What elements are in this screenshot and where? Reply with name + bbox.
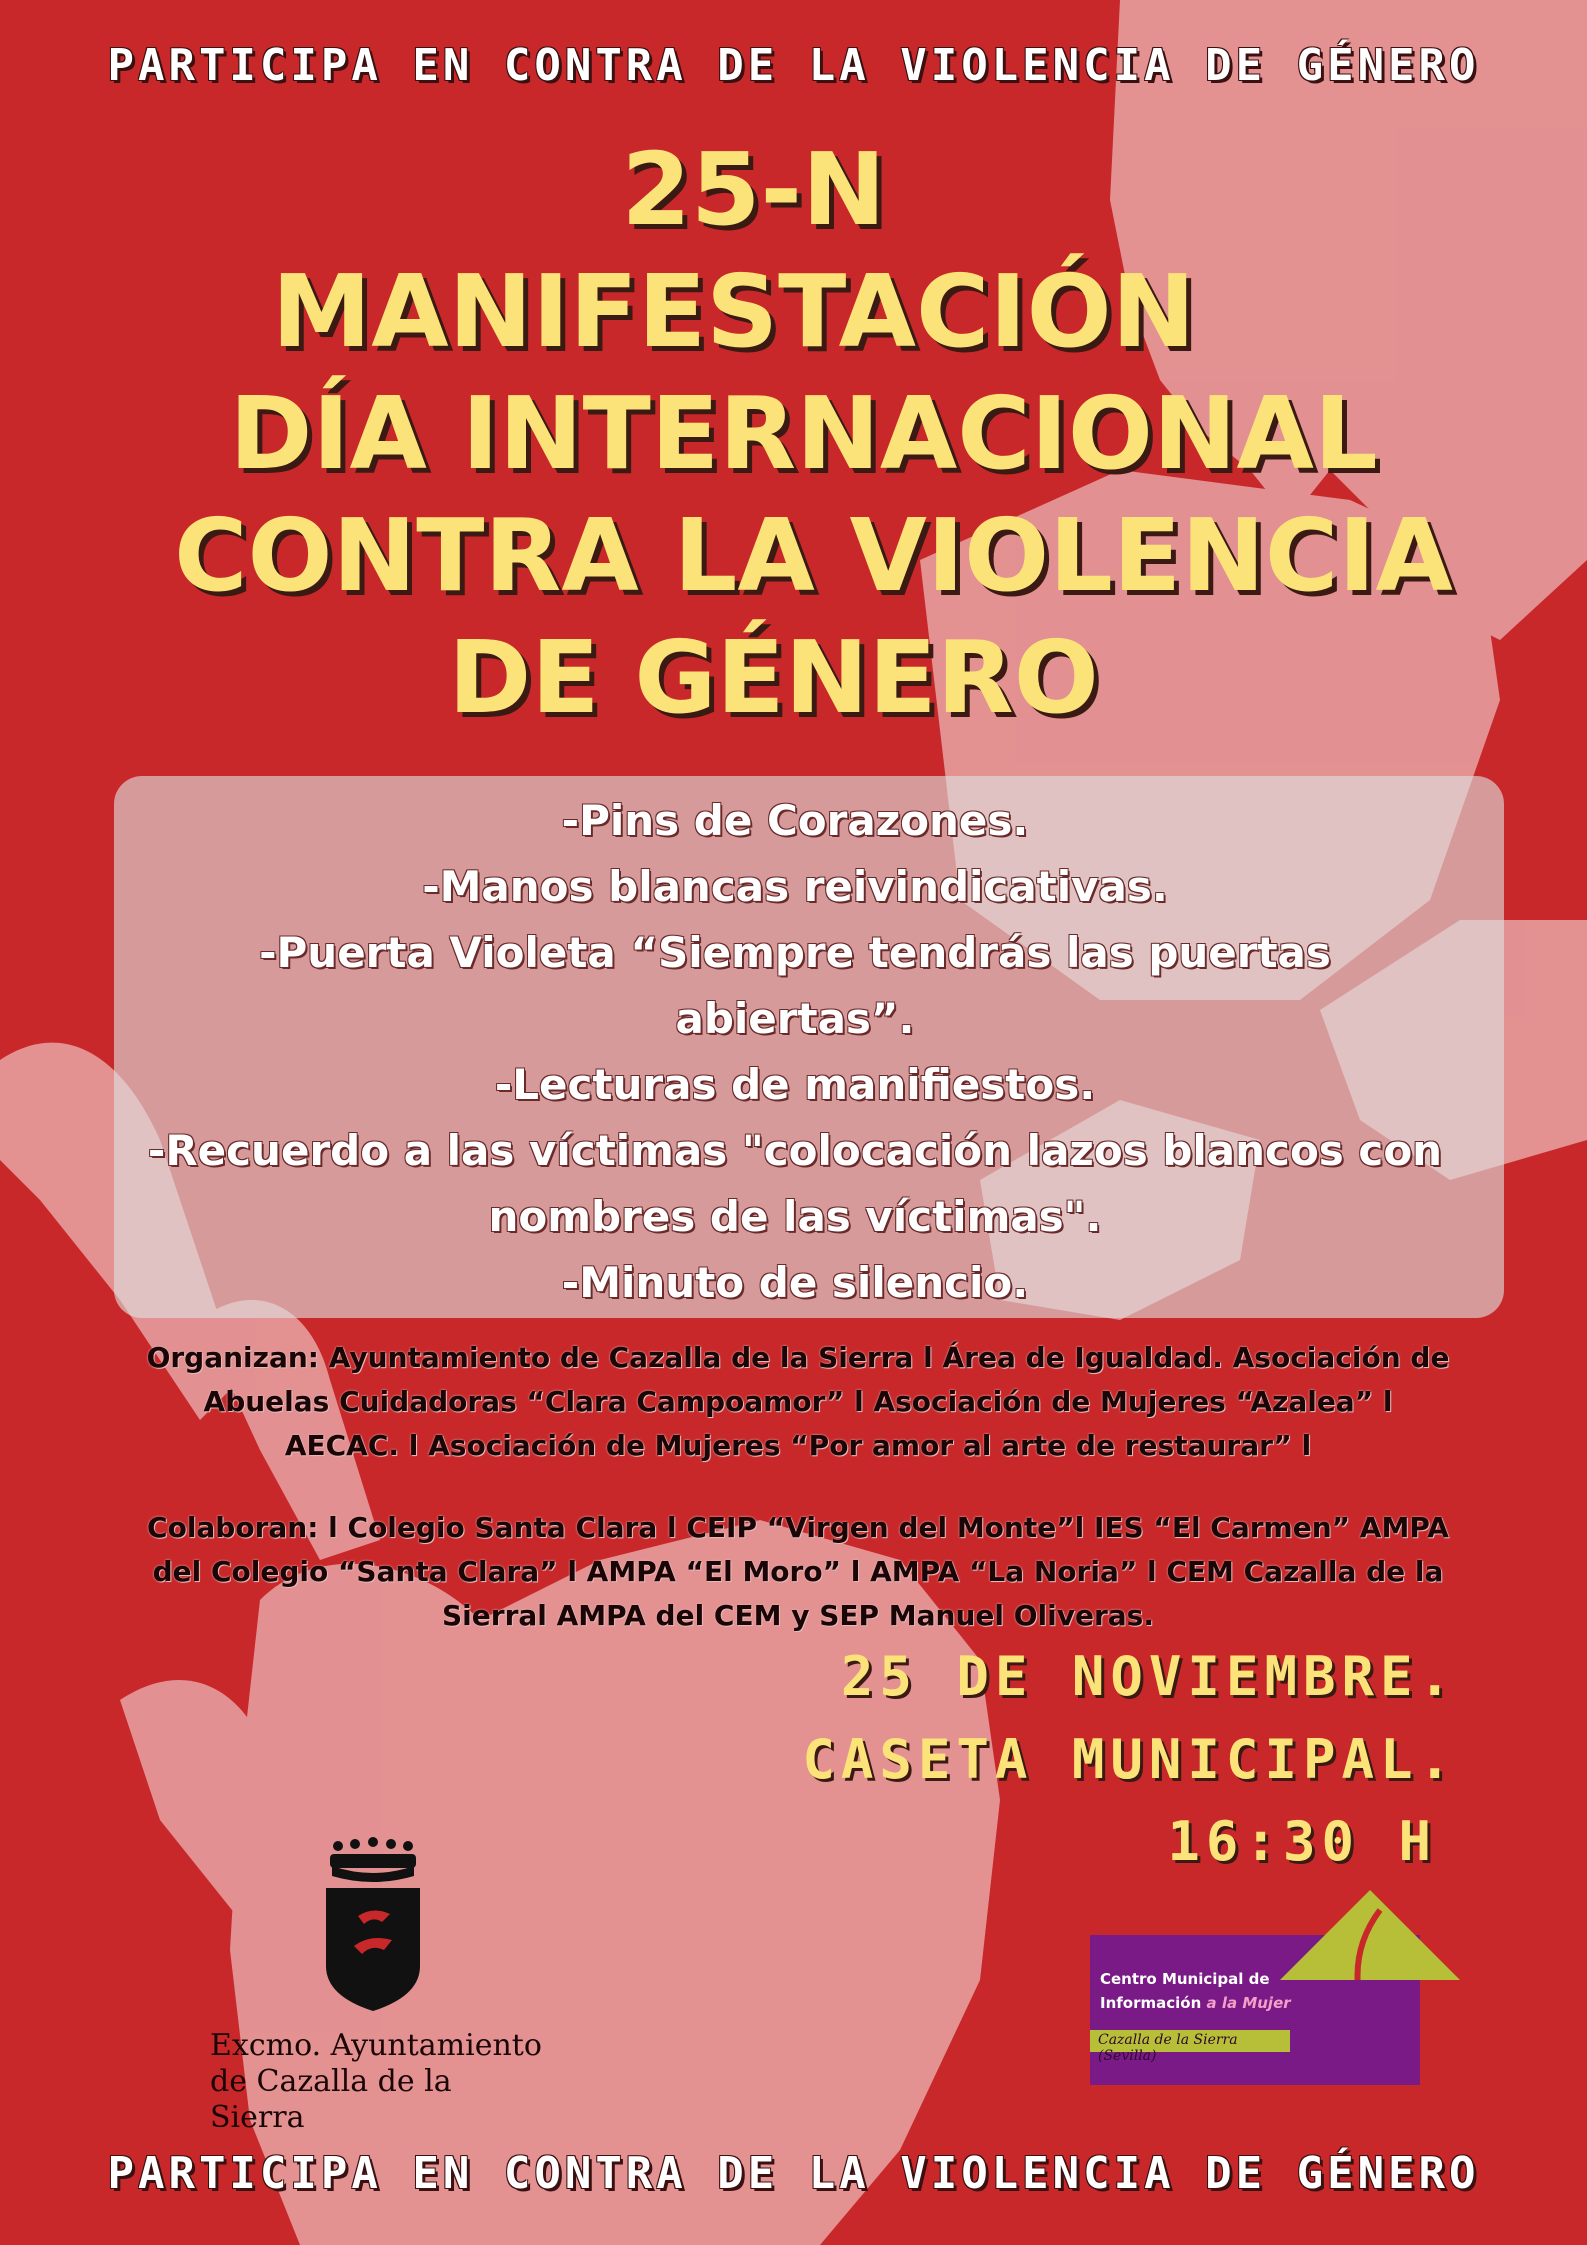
- logo-location-bar: [1090, 2030, 1290, 2064]
- activity-item: nombres de las víctimas".: [488, 1192, 1102, 1241]
- activity-item: -Manos blancas reivindicativas.: [422, 862, 1168, 911]
- women-info-center-logo: [1090, 1890, 1460, 2090]
- event-place: CASETA MUNICIPAL.: [802, 1728, 1457, 1791]
- activity-item: abiertas”.: [675, 994, 915, 1043]
- activity-item: -Pins de Corazones.: [561, 796, 1029, 845]
- headline-de-genero: DE GÉNERO: [448, 619, 1099, 736]
- top-banner: PARTICIPA EN CONTRA DE LA VIOLENCIA DE GÉNERO: [107, 40, 1480, 91]
- activity-item: -Minuto de silencio.: [561, 1258, 1029, 1307]
- headline-contra-violencia: CONTRA LA VIOLENCIA: [174, 497, 1453, 614]
- organizers-line: AECAC. l Asociación de Mujeres “Por amor al arte de restaurar” l: [284, 1429, 1312, 1462]
- logo-text-a-la-mujer: a la Mujer: [1206, 1994, 1291, 2012]
- collaborators-line: Colaboran: l Colegio Santa Clara l CEIP “Virgen del Monte”l IES “El Carmen” AMPA: [147, 1511, 1449, 1544]
- organizers-line: Abuelas Cuidadoras “Clara Campoamor” l Asociación de Mujeres “Azalea” l: [203, 1385, 1393, 1418]
- headline-manifestacion: MANIFESTACIÓN: [271, 253, 1196, 370]
- city-council-line: de Cazalla de la Sierra: [210, 2064, 452, 2135]
- logo-text-informacion: Información: [1100, 1994, 1202, 2012]
- collaborators-line: del Colegio “Santa Clara” l AMPA “El Moro” l AMPA “La Noria” l CEM Cazalla de la: [152, 1555, 1444, 1588]
- event-time: 16:30 H: [1167, 1810, 1437, 1873]
- organizers-line: Organizan: Ayuntamiento de Cazalla de la Sierra l Área de Igualdad. Asociación de: [146, 1341, 1450, 1374]
- collaborators-text: [118, 1506, 1478, 1638]
- city-council-name: [210, 2028, 550, 2136]
- organizers-text: [118, 1336, 1478, 1468]
- activity-item: -Recuerdo a las víctimas "colocación lazos blancos con: [147, 1126, 1443, 1175]
- logo-text-line1: Centro Municipal de: [1100, 1970, 1270, 1988]
- crest-logo: [318, 1836, 428, 2016]
- logo-location-text: Cazalla de la Sierra (Sevilla): [1098, 2032, 1238, 2064]
- bottom-banner: PARTICIPA EN CONTRA DE LA VIOLENCIA DE GÉNERO: [107, 2148, 1480, 2199]
- activities-list: [100, 788, 1490, 1316]
- collaborators-line: Sierral AMPA del CEM y SEP Manuel Oliveras.: [442, 1599, 1154, 1632]
- headline-dia-internacional: DÍA INTERNACIONAL: [229, 375, 1378, 492]
- headline-25n: 25-N: [621, 131, 886, 248]
- logo-text-line2: [1100, 1994, 1291, 2012]
- city-council-line: Excmo. Ayuntamiento: [210, 2028, 542, 2063]
- event-date: 25 DE NOVIEMBRE.: [840, 1645, 1457, 1708]
- activity-item: -Puerta Violeta “Siempre tendrás las puertas: [259, 928, 1331, 977]
- activity-item: -Lecturas de manifiestos.: [494, 1060, 1096, 1109]
- logo-triangle-icon: [1280, 1890, 1460, 1980]
